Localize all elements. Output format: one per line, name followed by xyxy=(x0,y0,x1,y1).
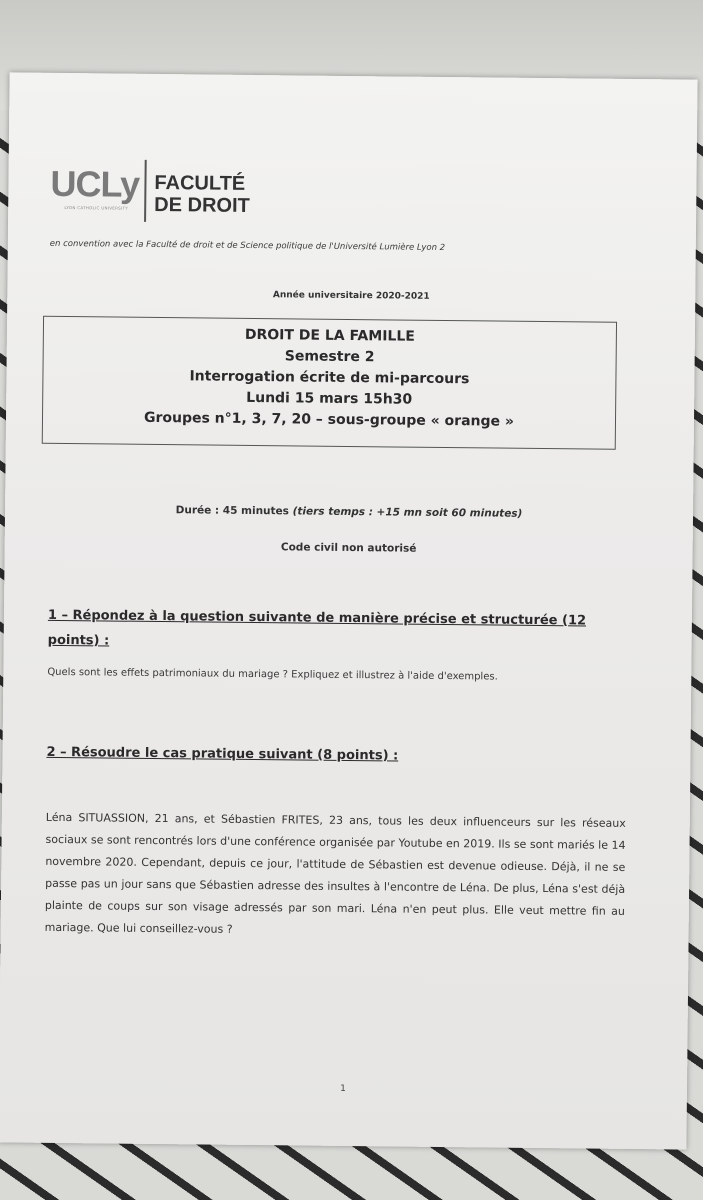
question1-text: Quels sont les effets patrimoniaux du mariage ? Expliquez et illustrez à l'aide d'exemples. xyxy=(47,666,498,683)
ucly-logo xyxy=(50,159,291,222)
faculty-name xyxy=(154,172,250,217)
exam-title-box xyxy=(42,316,617,450)
logo-text: UCLy xyxy=(50,162,140,205)
academic-year: Année universitaire 2020-2021 xyxy=(272,290,430,302)
page-number: 1 xyxy=(340,1083,346,1095)
exam-sheet xyxy=(0,72,698,1149)
faculty-line2: DE DROIT xyxy=(154,193,250,217)
course-title: DROIT DE LA FAMILLE xyxy=(244,326,415,345)
exam-date: Lundi 15 mars 15h30 xyxy=(246,389,413,408)
code-civil-note: Code civil non autorisé xyxy=(280,541,417,555)
duration-extra: (tiers temps : +15 mn soit 60 minutes) xyxy=(292,505,523,520)
question2-title: 2 – Résoudre le cas pratique suivant (8 points) : xyxy=(46,744,399,764)
faculty-line1: FACULTÉ xyxy=(154,171,246,195)
case-study-text: Léna SITUASSION, 21 ans, et Sébastien FRITES, 23 ans, tous les deux influenceurs sur les réseaux sociaux se sont rencontrés lors d'une conférence organisée par Youtube en 2019. Ils se sont mariés le 14 novembre 2020. Cependant, depuis ce jour, l'attitude de Sébastien est devenue odieuse. Déjà, il ne se passe pas un jour sans que Sébastien adresse des insultes à l'encontre de Léna. De plus, Léna s'est déjà plainte de coups sur son visage adressés par son mari. Léna n'en peut plus. Elle veut mettre fin au mariage. Que lui conseillez-vous ? xyxy=(44,810,626,936)
exam-type: Interrogation écrite de mi-parcours xyxy=(189,368,470,388)
exam-groups: Groupes n°1, 3, 7, 20 – sous-groupe « orange » xyxy=(143,409,515,430)
logo-subtext: LYON CATHOLIC UNIVERSITY xyxy=(64,205,129,211)
convention-line: en convention avec la Faculté de droit et de Science politique de l'Université Lumière Lyon 2 xyxy=(49,238,446,253)
question1-title: 1 – Répondez à la question suivante de manière précise et structurée (12 points) : xyxy=(47,607,587,649)
duration-label: Durée : 45 minutes xyxy=(175,504,290,518)
exam-duration xyxy=(5,502,693,521)
logo-divider xyxy=(144,160,147,222)
semester: Semestre 2 xyxy=(284,348,375,366)
